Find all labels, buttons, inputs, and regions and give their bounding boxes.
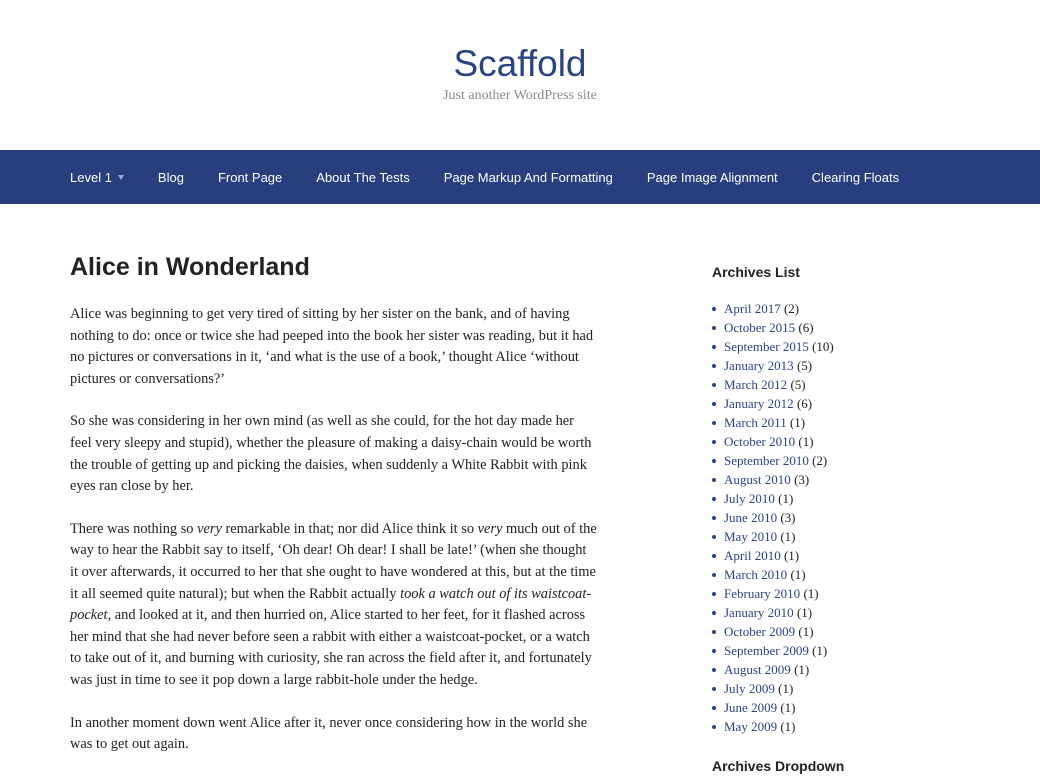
archive-item [712,394,1012,413]
archive-link[interactable]: September 2015 [724,339,809,354]
archive-count: (1) [780,719,796,734]
nav-item-label: Blog [157,169,184,185]
archive-count: (1) [796,605,813,620]
archive-item [712,470,1012,489]
nav-item-clearing-floats[interactable] [812,170,899,185]
archive-count: (1) [798,434,814,449]
archive-link[interactable]: October 2010 [724,434,796,449]
nav-item-label: Clearing Floats [811,169,900,185]
archive-item [712,584,1012,603]
archive-item [712,489,1012,508]
archive-link[interactable]: August 2010 [724,472,791,487]
nav-menu [0,150,1040,204]
archive-item [712,508,1012,527]
archive-count: (10) [812,339,834,354]
main-nav [0,150,1040,204]
nav-item-level-1[interactable] [70,170,124,185]
archive-item [712,356,1012,375]
archive-count: (1) [790,567,806,582]
archive-link[interactable]: January 2013 [724,358,794,373]
post-content [70,304,600,756]
archive-link[interactable]: August 2009 [724,662,791,677]
archive-link[interactable]: October 2015 [724,320,796,335]
archive-count: (1) [798,624,814,639]
archive-link[interactable]: January 2010 [724,605,794,620]
text-run: There was nothing so [70,520,198,537]
archive-link[interactable]: May 2009 [724,719,778,734]
post-paragraph-3 [70,519,598,692]
archive-link[interactable]: June 2010 [724,510,778,525]
chevron-down-icon [118,175,124,180]
archive-item [712,603,1012,622]
archive-item [712,698,1012,717]
archive-count: (1) [812,643,828,658]
archive-count: (5) [796,358,813,373]
archive-count: (1) [780,700,796,715]
archive-count: (1) [794,662,810,677]
site-tagline: Just another WordPress site [443,88,597,103]
archive-item [712,337,1012,356]
archive-count: (2) [812,453,828,468]
text-run: much out of the way to hear the Rabbit say to itself, ‘Oh dear! Oh dear! I shall be late!’ (when she thought it over afterwards, it occurred to her that she ought to have wondered at this, but at the time it all seemed quite natural); but when the Rabbit actually [70,520,597,602]
nav-item-page-image-alignment[interactable] [647,170,778,185]
nav-item-label: Page Markup And Formatting [443,169,613,185]
archive-count: (5) [790,377,806,392]
emphasis: very [197,520,222,537]
archive-item [712,622,1012,641]
archive-link[interactable]: June 2009 [724,700,778,715]
archive-count: (3) [794,472,810,487]
nav-item-front-page[interactable] [218,170,282,185]
archive-link[interactable]: September 2009 [724,643,809,658]
archives-dropdown-title: Archives Dropdown [712,758,845,774]
archive-item [712,546,1012,565]
post-title[interactable]: Alice in Wonderland [70,253,310,281]
archive-count: (1) [789,415,806,430]
archives-list-title: Archives List [712,264,800,280]
archive-link[interactable]: January 2012 [724,396,794,411]
archive-item [712,299,1012,318]
archive-item [712,565,1012,584]
archive-link[interactable]: March 2011 [724,415,787,430]
site-header [0,0,1040,150]
archive-item [712,451,1012,470]
nav-item-label: About The Tests [316,169,410,185]
nav-item-about-the-tests[interactable] [316,170,409,185]
archive-item [712,527,1012,546]
archive-link[interactable]: October 2009 [724,624,796,639]
archive-count: (3) [780,510,796,525]
archive-count: (6) [796,396,813,411]
post-paragraph-2: So she was considering in her own mind (as well as she could, for the hot day made her feel very sleepy and stupid), whether the pleasure of making a daisy-chain would be worth the trouble of getting up and picking the daisies, when suddenly a White Rabbit with pink eyes ran close by her. [70,413,592,495]
archive-item [712,375,1012,394]
emphasis: took a watch out of its waistcoat-pocket [70,585,592,624]
post-paragraph-4: In another moment down went Alice after it, never once considering how in the world she was to get out again. [70,714,588,753]
archive-count: (1) [783,548,800,563]
archive-count: (1) [778,681,794,696]
archive-link[interactable]: February 2010 [724,586,801,601]
sidebar [712,262,1012,776]
archive-item [712,641,1012,660]
emphasis: very [477,520,503,537]
archive-item [712,717,1012,736]
nav-item-page-markup-and-formatting[interactable] [444,170,613,185]
main-content [70,250,600,777]
archive-link[interactable]: September 2010 [724,453,809,468]
nav-item-label: Front Page [217,169,283,185]
archive-count: (1) [780,529,796,544]
archive-link[interactable]: April 2017 [724,301,781,316]
archive-item [712,432,1012,451]
archive-item [712,660,1012,679]
archive-link[interactable]: March 2010 [724,567,788,582]
text-run: , and looked at it, and then hurried on, Alice started to her feet, for it flashed across her mind that she had never before seen a rabbit with either a waistcoat-pocket, or a watch to take out of it, and burning with curiosity, she ran across the field after it, and fortunately was just in time to see it pop down a large rabbit-hole under the hedge. [70,607,592,688]
archive-link[interactable]: March 2012 [724,377,788,392]
nav-item-blog[interactable] [158,170,184,185]
archive-link[interactable]: May 2010 [724,529,778,544]
archive-link[interactable]: July 2010 [724,491,775,506]
archive-link[interactable]: April 2010 [724,548,781,563]
nav-item-label: Level 1 [70,169,112,185]
text-run: remarkable in that; nor did Alice think it so [221,520,478,537]
archive-item [712,679,1012,698]
archive-count: (6) [798,320,814,335]
archive-item [712,413,1012,432]
archive-link[interactable]: July 2009 [724,681,775,696]
post-paragraph-1: Alice was beginning to get very tired of sitting by her sister on the bank, and of having nothing to do: once or twice she had peeped into the book her sister was reading, but it had no pictures or conversations in it, ‘and what is the use of a book,’ thought Alice ‘without pictures or conversations?’ [70,306,594,387]
archive-count: (2) [783,301,800,316]
nav-item-label: Page Image Alignment [646,169,778,185]
archives-list [712,299,1012,736]
archive-item [712,318,1012,337]
site-title[interactable]: Scaffold [453,43,587,84]
archive-count: (1) [803,586,819,601]
archive-count: (1) [778,491,794,506]
